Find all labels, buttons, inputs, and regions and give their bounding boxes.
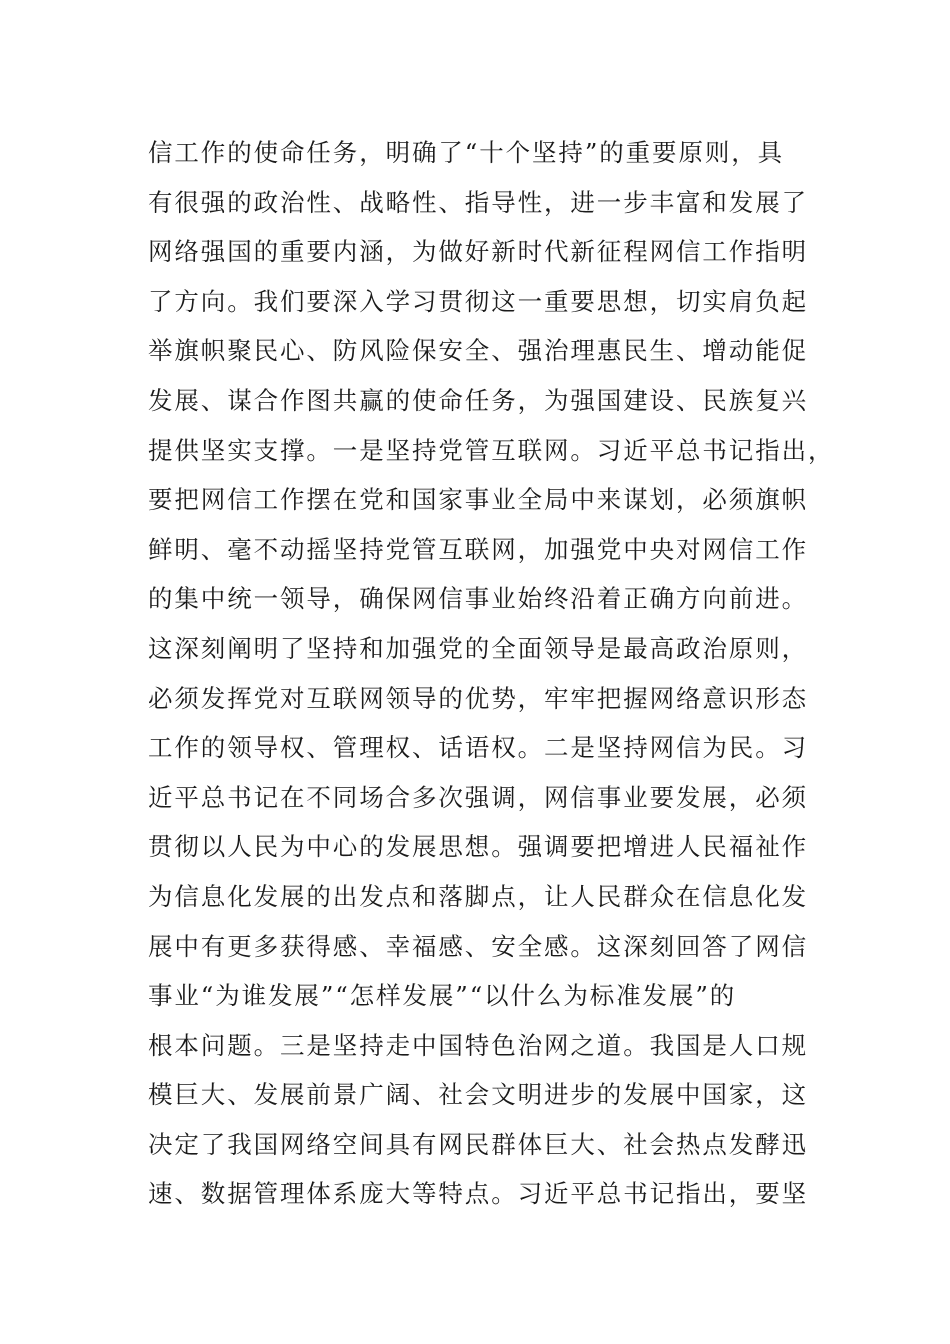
text-line: 模巨大、发展前景广阔、社会文明进步的发展中国家，这 bbox=[148, 1080, 808, 1110]
text-line: 贯彻以人民为中心的发展思想。强调要把增进人民福祉作 bbox=[148, 832, 808, 862]
text-line: 为信息化发展的出发点和落脚点，让人民群众在信息化发 bbox=[148, 881, 808, 911]
text-line: 有很强的政治性、战略性、指导性，进一步丰富和发展了 bbox=[148, 187, 808, 217]
text-line: 的集中统一领导，确保网信事业始终沿着正确方向前进。 bbox=[148, 584, 808, 614]
text-line: 信工作的使命任务，明确了“十个坚持”的重要原则，具 bbox=[148, 138, 785, 167]
text-line: 必须发挥党对互联网领导的优势，牢牢把握网络意识形态 bbox=[148, 683, 808, 713]
text-line: 这深刻阐明了坚持和加强党的全面领导是最高政治原则， bbox=[148, 633, 808, 663]
body-text bbox=[148, 128, 835, 1219]
text-line: 事业“为谁发展”“怎样发展”“以什么为标准发展”的 bbox=[148, 981, 737, 1011]
text-line: 速、数据管理体系庞大等特点。习近平总书记指出，要坚 bbox=[148, 1179, 808, 1209]
text-line: 展中有更多获得感、幸福感、安全感。这深刻回答了网信 bbox=[148, 931, 808, 961]
text-line: 网络强国的重要内涵，为做好新时代新征程网信工作指明 bbox=[148, 237, 808, 267]
text-line: 决定了我国网络空间具有网民群体巨大、社会热点发酵迅 bbox=[148, 1129, 808, 1159]
text-line: 要把网信工作摆在党和国家事业全局中来谋划，必须旗帜 bbox=[148, 485, 808, 515]
text-line: 发展、谋合作图共赢的使命任务，为强国建设、民族复兴 bbox=[148, 385, 808, 415]
text-line: 了方向。我们要深入学习贯彻这一重要思想，切实肩负起 bbox=[148, 286, 808, 316]
text-line: 鲜明、毫不动摇坚持党管互联网，加强党中央对网信工作 bbox=[148, 534, 808, 564]
text-line: 工作的领导权、管理权、话语权。二是坚持网信为民。习 bbox=[148, 733, 808, 763]
text-line: 提供坚实支撑。一是坚持党管互联网。习近平总书记指出， bbox=[148, 435, 835, 465]
text-line: 举旗帜聚民心、防风险保安全、强治理惠民生、增动能促 bbox=[148, 336, 808, 366]
text-line: 近平总书记在不同场合多次强调，网信事业要发展，必须 bbox=[148, 782, 808, 812]
text-line: 根本问题。三是坚持走中国特色治网之道。我国是人口规 bbox=[148, 1030, 808, 1060]
